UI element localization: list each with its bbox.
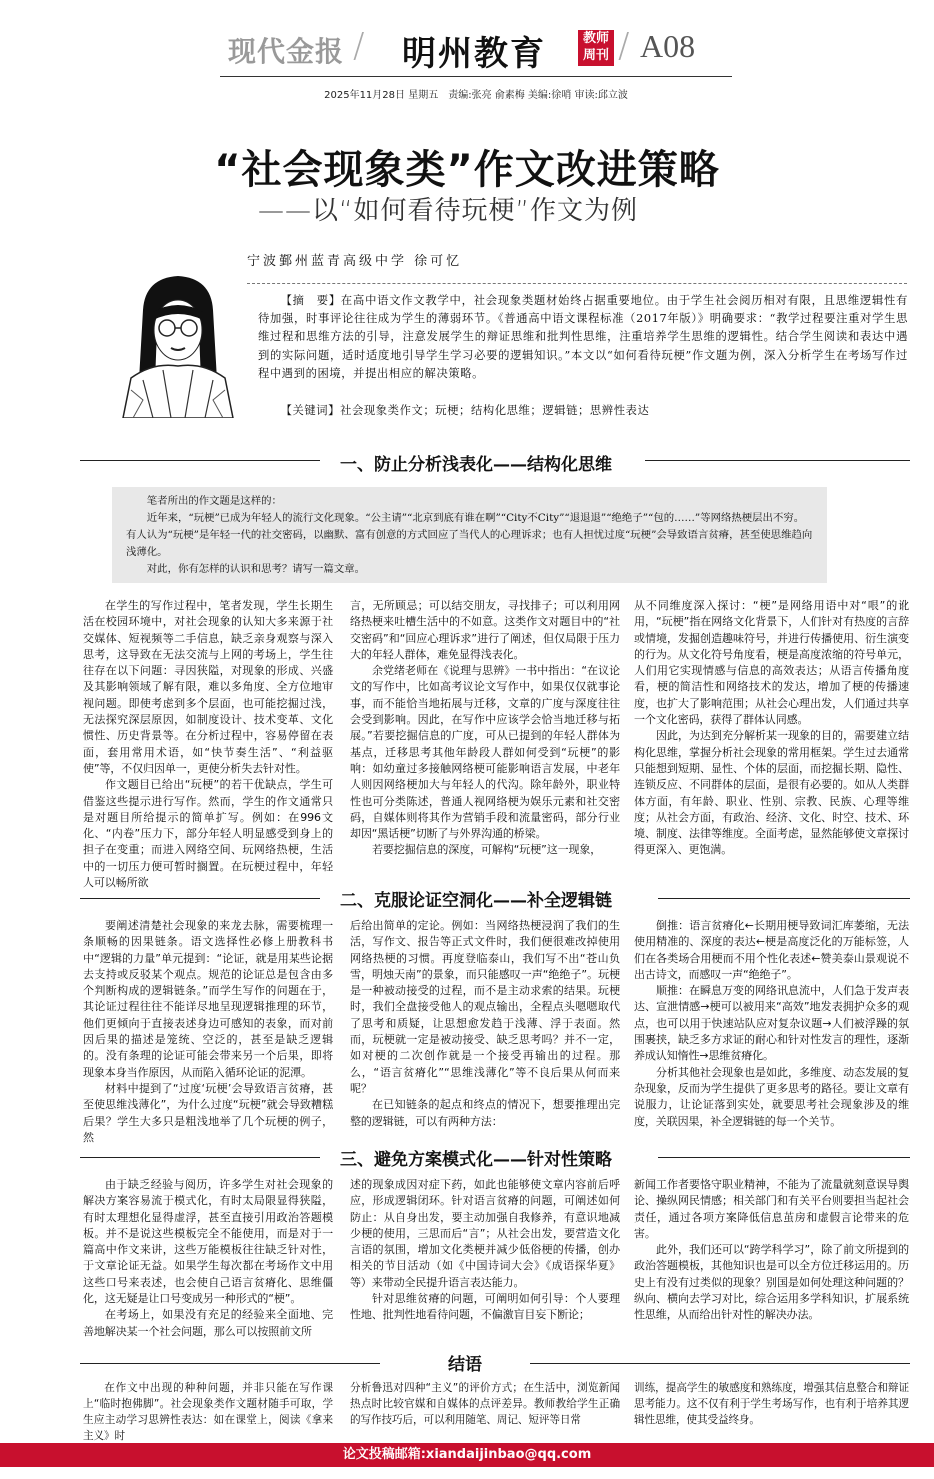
keywords: 【关键词】社会现象类作文；玩梗；结构化思维；逻辑链；思辨性表达: [280, 404, 650, 417]
section-rule-left: [80, 898, 320, 899]
conclusion-column-2: [350, 1380, 620, 1428]
paragraph: 因此，为达到充分解析某一现象的目的，需要建立结构化思维，掌握分析社会现象的常用框架。学生过去通常只能想到短期、显性、个体的层面，而挖掘长期、隐性、连锁反应、不同群体的层面，是很有必要的。如从人类群体方面，有年龄、职业、性别、宗教、民族、心理等维度；从社会方面，有政治、经济、文化、时空、技术、环境、制度、法律等维度。全面考虑，显然能够使文章探讨得更深入、更饱满。: [634, 729, 909, 857]
paragraph: 在已知链条的起点和终点的情况下，想要推理出完整的逻辑链，可以有两种方法：: [350, 1098, 620, 1128]
section-3-column-1: [83, 1177, 333, 1340]
conclusion-column-3: [634, 1380, 909, 1428]
prompt-intro: 笔者所出的作文题是这样的：: [146, 495, 282, 507]
paragraph: 分析鲁迅对四种“主义”的评价方式；在生活中，浏览新闻热点时比较官媒和自媒体的点评差异。教师教给学生正确的写作技巧后，可以利用随笔、周记、短评等日常: [350, 1382, 620, 1426]
paragraph: 由于缺乏经验与阅历，许多学生对社会现象的解决方案容易流于模式化，有时太局限显得狭隘，有时太理想化显得虚浮，甚至直接引用政治答题模板。并不是说这些模板完全不能使用，而是对于一篇高中作文来讲，这些万能模板往往缺乏针对性，于文章论证无益。如果学生每次都在考场作文中用这些口号来表述，也会使自己语言贫瘠化、思维僵化，这无疑是让口号变成另一种形式的“梗”。: [83, 1178, 333, 1306]
paragraph: 顺推：在瞬息万变的网络讯息流中，人们急于发声表达、宣泄情感→梗可以被用来“高效”地发表拥护众多的观点，也可以用于快速站队应对复杂议题→人们被浮躁的氛围裹挟，缺乏多方求证的耐心和针对性发言的理性，逐渐养成认知惰性→思维贫瘠化。: [634, 984, 909, 1063]
essay-prompt-box: [112, 487, 827, 583]
paragraph: 若要挖掘信息的深度，可解构“玩梗”这一现象，: [372, 843, 602, 857]
section-1-column-1: [83, 598, 333, 891]
section-rule-left: [80, 460, 320, 461]
paragraph: 倒推：语言贫瘠化←长期用梗导致词汇库萎缩，无法使用精准的、深度的表达←梗是高度泛化的万能标签，人们在各类场合用梗而不用个性化表述←赞美泰山景观说不出古诗文，而感叹一声“绝绝子”。: [634, 919, 909, 981]
section-name: 明州教育: [402, 34, 546, 74]
abstract-text: 【摘 要】在高中语文作文教学中，社会现象类题材始终占据重要地位。由于学生社会阅历相对有限，且思维逻辑性有待加强，时事评论往往成为学生的薄弱环节。《普通高中语文课程标准（2017年版）》明确要求：“教学过程要注重对学生思维过程和思维方法的引导，注意发展学生的辩证思维和批判性思维，注重培养学生思维的逻辑性。结合学生阅读和表达中遇到的实际问题，适时适度地引导学生学习必要的逻辑知识。”本文以“如何看待玩梗”作文题为例，深入分析学生在考场写作过程中遇到的困境，并提出相应的解决策略。: [258, 294, 908, 380]
article-title: “社会现象类”作文改进策略: [214, 147, 720, 193]
section-3-column-3: [634, 1177, 909, 1324]
article-subtitle: ——以“如何看待玩梗”作文为例: [258, 196, 638, 226]
paragraph: 新闻工作者要恪守职业精神，不能为了流量就刻意误导舆论、操纵网民情感；相关部门和有关平台则要担当起社会责任，通过各项方案降低信息茧房和虚假言论带来的危害。: [634, 1178, 909, 1240]
paragraph: 后给出简单的定论。例如：当网络热梗浸润了我们的生活，写作文、报告等正式文件时，我们便很难改掉使用网络热梗的习惯。再度登临泰山，我们写不出“苍山负雪，明烛天南”的景象，而只能感叹一声“绝绝子”。玩梗是一种被动接受的过程，而不是主动求索的结果。玩梗时，我们全盘接受他人的观点输出，全程点头嗯嗯取代了思考和质疑，让思想愈发趋于浅薄、浮于表面。然而，玩梗就一定是被动接受、缺乏思考吗？并不一定，如对梗的二次创作就是一个接受再输出的过程。那么，“语言贫瘠化”“思维浅薄化”等不良后果从何而来呢？: [350, 919, 620, 1095]
weekly-badge: [578, 30, 614, 66]
dateline: 2025年11月28日 星期五 责编:张亮 俞素梅 美编:徐哨 审读:邱立波: [324, 90, 628, 101]
section-rule-right: [658, 1157, 910, 1158]
abstract-divider: [247, 283, 907, 284]
masthead-slash: /: [353, 26, 365, 66]
section-rule-left: [80, 1363, 380, 1364]
paragraph: 针对思维贫瘠的问题，可阐明如何引导：个人要理性地、批判性地看待问题，不偏激盲目妄下断论；: [350, 1292, 620, 1322]
masthead-slash: /: [618, 26, 630, 66]
section-3-column-2: [350, 1177, 620, 1324]
paragraph: 此外，我们还可以“跨学科学习”，除了前文所提到的政治答题模板，其他知识也是可以全方位迁移运用的。历史上有没有过类似的现象？别国是如何处理这种问题的？纵向、横向去学习对比，综合运用多学科知识，扩展系统性思维，从而给出针对性的解决办法。: [634, 1243, 909, 1322]
paragraph: 作文题目已给出“玩梗”的若干优缺点，学生可借鉴这些提示进行写作。然而，学生的作文通常只是对题目所给提示的简单扩写。例如：在996文化、“内卷”压力下，部分年轻人明显感受到身上的担子在变重；而进入网络空间、玩网络热梗，生活中的一切压力便可暂时搁置。在玩梗过程中，年轻人可以畅所欲: [83, 778, 333, 890]
paragraph: 在考场上，如果没有充足的经验来全面地、完善地解决某一个社会问题，那么可以按照前文所: [83, 1308, 333, 1338]
section-2-column-2: [350, 918, 620, 1130]
paragraph: 余党绪老师在《说理与思辨》一书中指出：“在议论文的写作中，比如高考议论文写作中，如果仅仅就事论事，而不能恰当地拓展与迁移，文章的广度与深度往往会受到影响。因此，在写作中应该学会恰当地迁移与拓展。”若要挖掘信息的广度，可从已提到的年轻人群体为基点，迁移思考其他年龄段人群如何受到“玩梗”的影响：如幼童过多接触网络梗可能影响语言发展，中老年人则因网络梗加大与年轻人的代沟。除年龄外，职业特性也可分类陈述，普通人视网络梗为娱乐元素和社交密码，自媒体则将其作为营销手段和流量密码，部分行业却因“黑话梗”切断了与外界沟通的桥梁。: [350, 664, 620, 841]
masthead-divider: [220, 76, 732, 77]
author-photo: [113, 270, 243, 418]
section-2-column-1: [83, 918, 333, 1146]
badge-line1: 教师: [582, 31, 609, 46]
paragraph: 分析其他社会现象也是如此，多维度、动态发展的复杂现象，反而为学生提供了更多思考的路径。要让文章有说服力，让论证落到实处，就要思考社会现象涉及的维度，关联因果，补全逻辑链的每一个关节。: [634, 1065, 909, 1128]
prompt-body: 近年来，“玩梗”已成为年轻人的流行文化现象。“公主请”“北京到底有谁在啊”“City不City”“退退退”“绝绝子”“包的……”等网络热梗层出不穷。有人认为“玩梗”是年轻一代的社交密码，以幽默、富有创意的方式回应了当代人的心理诉求；也有人担忧过度“玩梗”会导致语言贫瘠，甚至使思维趋向浅薄化。: [126, 512, 813, 558]
section-rule-right: [645, 460, 910, 461]
paragraph: 在学生的写作过程中，笔者发现，学生长期生活在校园环境中，对社会现象的认知大多来源于社交媒体、短视频等二手信息，缺乏亲身观察与深入思考，这导致在无法交流与上网的考场上，学生往往存在以下问题：寻因狭隘，对现象的形成、兴盛及其影响领域了解有限，难以多角度、全方位地审视问题。即使考虑到多个层面，也可能挖掘过浅，无法探究深层原因，如制度设计、技术变革、文化惯性、历史背景等。在分析过程中，容易停留在表面，套用常用术语，如“快节奏生活”、“利益驱使”等，不仅归因单一，更使分析失去针对性。: [83, 599, 333, 775]
article-author: 宁波鄞州蓝青高级中学 徐可忆: [247, 254, 463, 269]
paragraph: 在作文中出现的种种问题，并非只能在写作课上“临时抱佛脚”。社会现象类作文题材随手可取，学生应主动学习思辨性表达：如在课堂上，阅读《拿来主义》时: [83, 1382, 333, 1442]
section-1-column-3: [634, 598, 909, 859]
paragraph: 训练，提高学生的敏感度和熟练度，增强其信息整合和辩证思考能力。这不仅有利于学生考场写作，也有利于培养其逻辑性思维，使其受益终身。: [634, 1382, 909, 1426]
section-1-heading: 一、防止分析浅表化——结构化思维: [340, 455, 612, 475]
section-rule-left: [80, 1157, 320, 1158]
paragraph: 要阐述清楚社会现象的来龙去脉，需要梳理一条顺畅的因果链条。语文选择性必修上册教科书中“逻辑的力量”单元提到：“论证，就是用某些论据去支持或反驳某个观点。规范的论证总是包含由多个判断构成的逻辑链条。”而学生写作的问题在于，其论证过程往往不能详尽地呈现逻辑推理的环节，他们更倾向于直接表述身边可感知的表象，而对前因后果的描述是笼统、空泛的，甚至是缺乏逻辑的。没有条理的论证可能会带来另一个后果，即将现象本身当作原因，从而陷入循环论证的泥潭。: [83, 919, 333, 1079]
paragraph: 材料中提到了“过度‘玩梗’会导致语言贫瘠，甚至使思维浅薄化”，为什么过度“玩梗”就会导致糟糕后果？学生大多只是粗浅地举了几个玩梗的例子，然: [83, 1081, 333, 1144]
submission-email-banner: 论文投稿邮箱:xiandaijinbao@qq.com: [0, 1443, 934, 1467]
conclusion-column-1: [83, 1380, 333, 1444]
badge-line2: 周刊: [582, 48, 609, 63]
newspaper-name: 现代金报: [228, 35, 345, 68]
abstract: [258, 292, 908, 383]
prompt-question: 对此，你有怎样的认识和思考？请写一篇文章。: [146, 563, 365, 575]
paragraph: 言，无所顾忌；可以结交朋友，寻找排子；可以利用网络热梗来吐槽生活中的不如意。这类作文对题目中的“社交密码”和“回应心理诉求”进行了阐述，但仅局限于压力大的年轻人群体，难免显得浅表化。: [350, 599, 620, 661]
section-2-column-3: [634, 918, 909, 1130]
section-1-column-2: [350, 598, 620, 859]
conclusion-heading: 结语: [448, 1355, 482, 1375]
author-portrait-icon: [113, 270, 243, 418]
section-rule-right: [530, 1363, 910, 1364]
section-3-heading: 三、避免方案模式化——针对性策略: [340, 1150, 612, 1170]
paragraph: 述的现象成因对症下药，如此也能够使文章内容前后呼应，形成逻辑闭环。针对语言贫瘠的问题，可阐述如何防止：从自身出发，要主动加强自我修养，有意识地减少梗的使用，三思而后“言”；从社会出发，要营造文化言语的氛围，增加文化类梗并减少低俗梗的传播，创办相关的节目活动（如《中国诗词大会》《成语探华夏》等）来带动全民提升语言表达能力。: [350, 1178, 620, 1289]
section-rule-right: [658, 898, 910, 899]
paragraph: 从不同维度深入探讨：“梗”是网络用语中对“哏”的讹用，“玩梗”指在网络文化背景下，人们针对有热度的言辞或情境，发掘创造趣味符号，并进行传播使用、衍生演变的行为。从文化符号角度看，梗是高度浓缩的符号单元，人们用它实现情感与信息的高效表达；从语言传播角度看，梗的简洁性和网络技术的发达，增加了梗的传播速度，也扩大了影响范围；从社会心理出发，人们通过共享一个文化密码，获得了群体认同感。: [634, 599, 909, 727]
section-2-heading: 二、克服论证空洞化——补全逻辑链: [340, 891, 612, 911]
page-number: A08: [640, 28, 696, 64]
